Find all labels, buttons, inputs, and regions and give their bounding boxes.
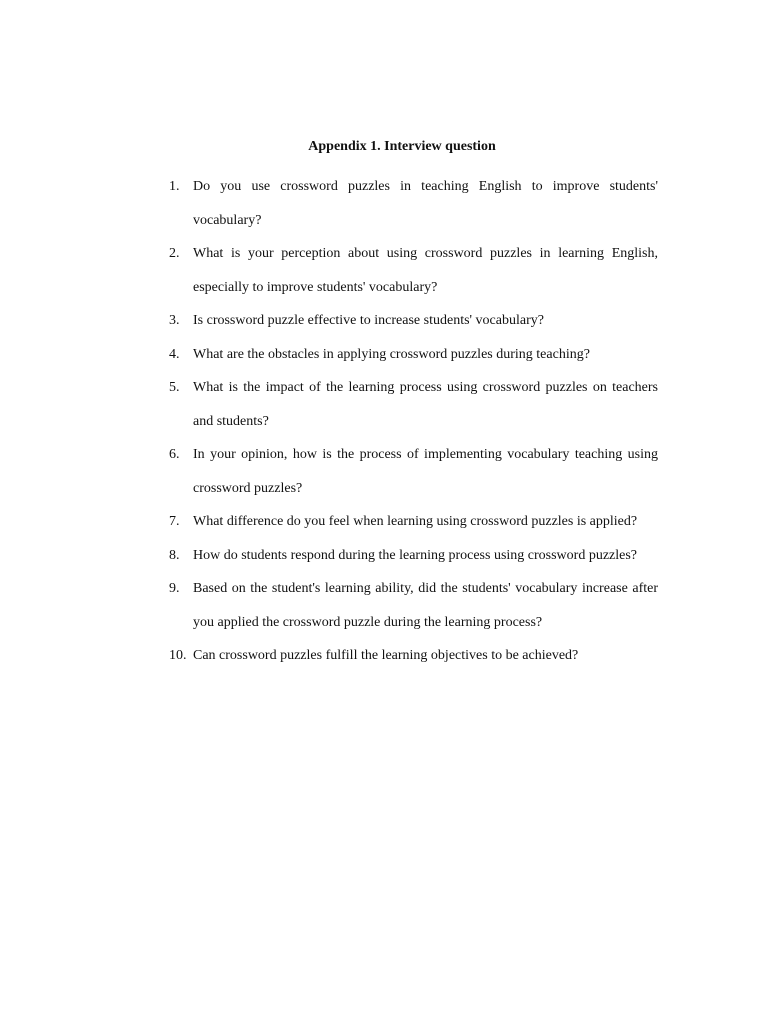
question-number: 10. (169, 648, 187, 663)
question-item (169, 304, 658, 338)
question-list (169, 170, 658, 673)
question-number: 2. (169, 246, 180, 261)
question-item (169, 539, 658, 573)
question-number: 5. (169, 380, 180, 395)
question-text: What is the impact of the learning process using crossword puzzles on teachers and students? (193, 380, 658, 429)
question-number: 7. (169, 514, 180, 529)
question-item (169, 237, 658, 304)
question-number: 8. (169, 547, 180, 563)
question-text: What difference do you feel when learning using crossword puzzles is applied? (193, 514, 638, 529)
question-text: Based on the student's learning ability, did the students' vocabulary increase after you applied the crossword puzzle during the learning process? (193, 581, 658, 630)
question-item (169, 639, 658, 673)
question-number: 4. (169, 346, 180, 362)
question-item (169, 371, 658, 438)
question-text: What is your perception about using crossword puzzles in learning English, especially to improve students' vocabulary? (193, 246, 658, 295)
question-text: What are the obstacles in applying crossword puzzles during teaching? (193, 346, 590, 362)
question-item (169, 338, 658, 372)
question-text: In your opinion, how is the process of implementing vocabulary teaching using crossword puzzles? (193, 447, 658, 496)
question-number: 1. (169, 179, 180, 194)
question-item (169, 572, 658, 639)
question-text: Do you use crossword puzzles in teaching English to improve students' vocabulary? (193, 179, 658, 228)
question-number: 9. (169, 581, 180, 596)
question-number: 3. (169, 313, 180, 328)
question-number: 6. (169, 447, 180, 462)
question-text: Is crossword puzzle effective to increase students' vocabulary? (193, 313, 544, 328)
question-item (169, 438, 658, 505)
question-text: How do students respond during the learning process using crossword puzzles? (193, 547, 638, 563)
page-title: Appendix 1. Interview question (308, 139, 496, 154)
question-text: Can crossword puzzles fulfill the learning objectives to be achieved? (193, 648, 579, 663)
question-item (169, 505, 658, 539)
question-item (169, 170, 658, 237)
